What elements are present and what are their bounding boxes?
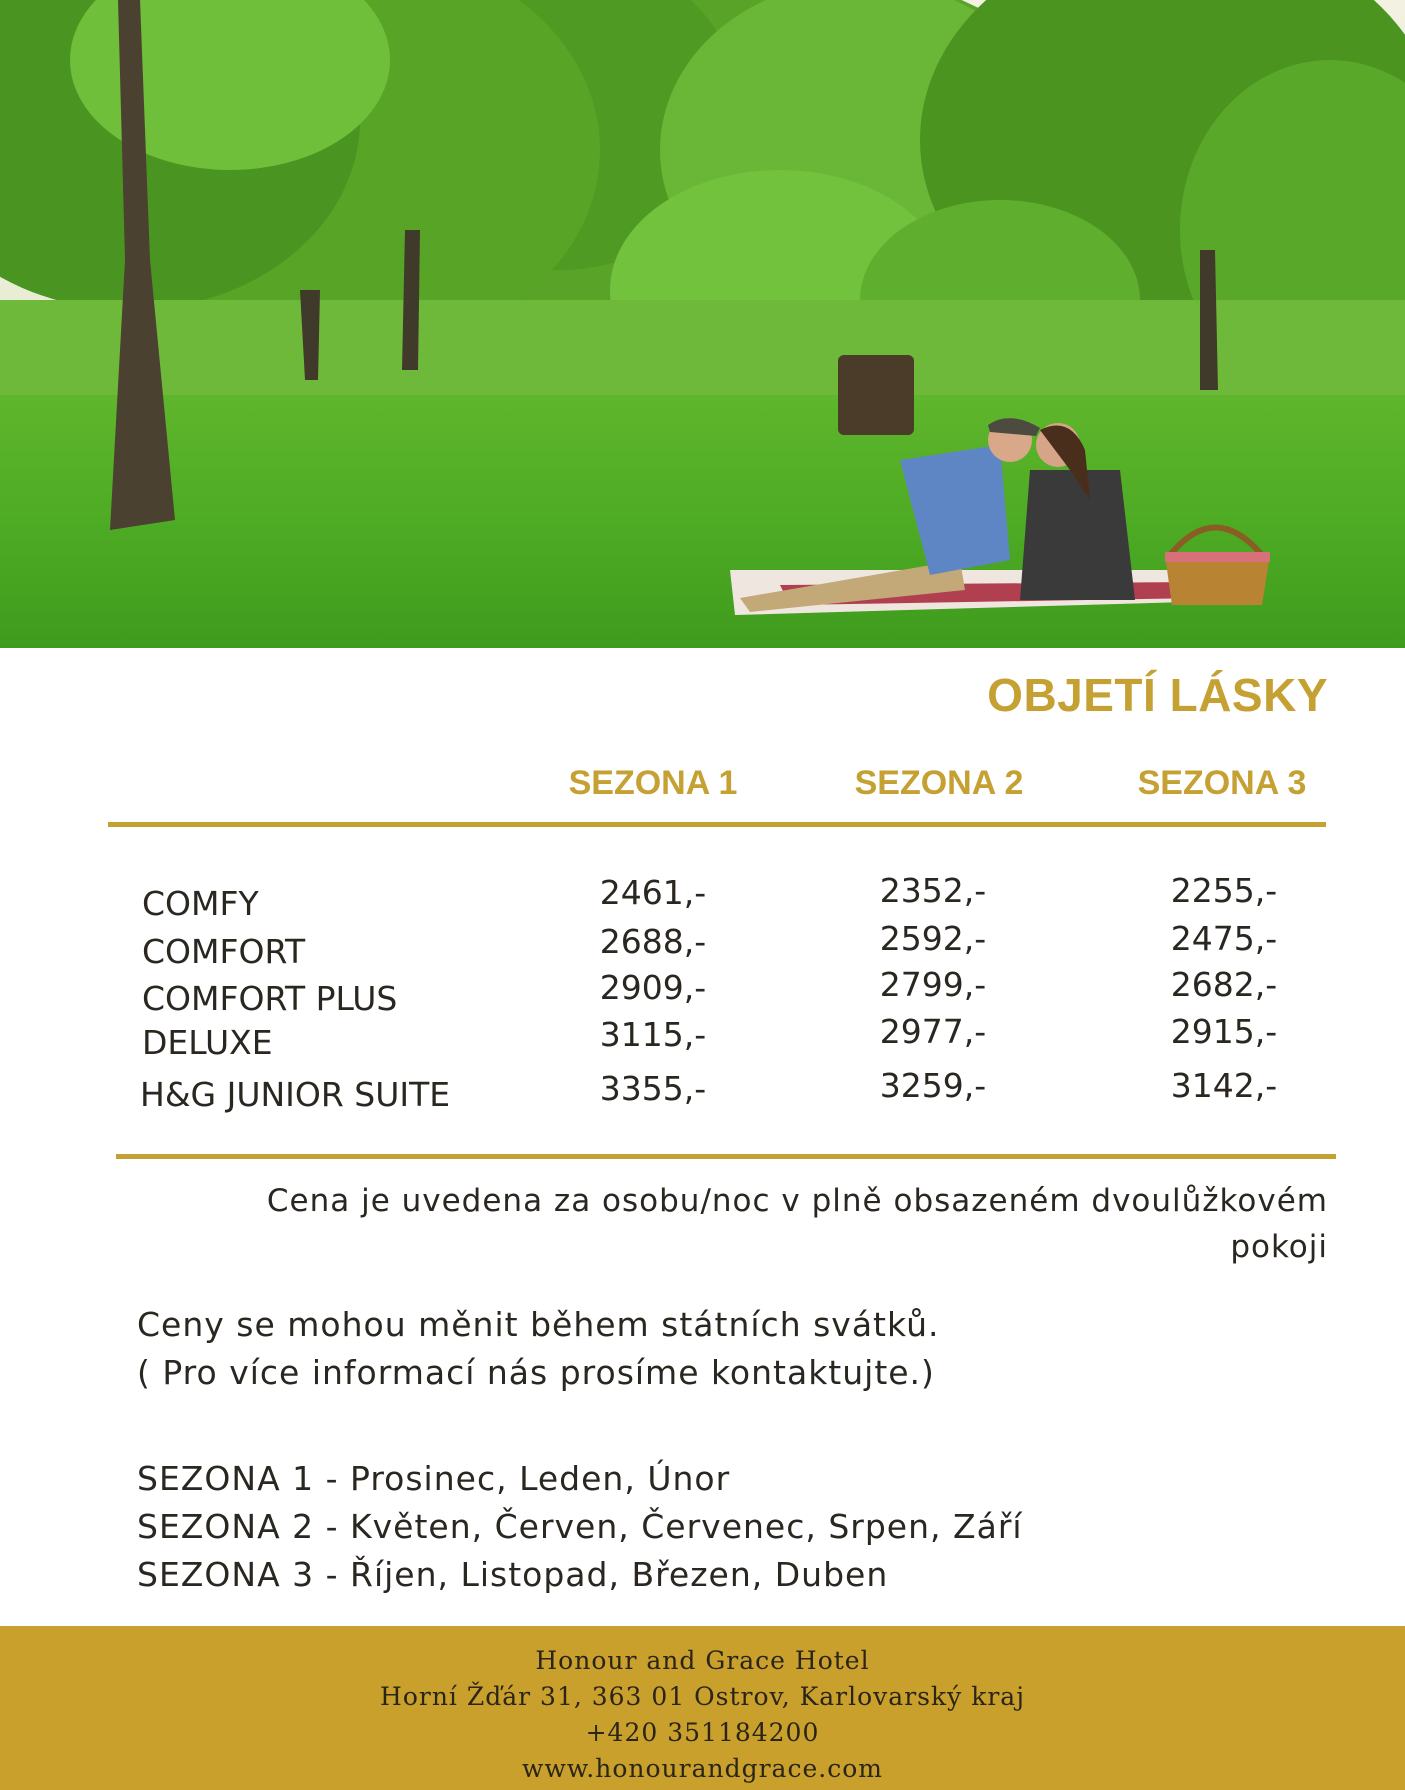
price-deluxe-s3: 2915,-	[1170, 1012, 1278, 1051]
room-name-comfy: COMFY	[142, 884, 259, 923]
package-title: OBJETÍ LÁSKY	[987, 669, 1328, 721]
price-comfy-s1: 2461,-	[599, 873, 707, 912]
holiday-note-line-1: Ceny se mohou měnit během státních svátků.	[137, 1305, 940, 1344]
price-note	[228, 1178, 1328, 1270]
season-legend-2: SEZONA 2 - Květen, Červen, Červenec, Srpen, Září	[137, 1507, 1023, 1546]
season-1-header: SEZONA 1	[568, 764, 738, 802]
hero-image	[0, 0, 1405, 648]
season-legend-1: SEZONA 1 - Prosinec, Leden, Únor	[137, 1459, 731, 1498]
price-comfy-s2: 2352,-	[879, 871, 987, 910]
season-legend-3: SEZONA 3 - Říjen, Listopad, Březen, Duben	[137, 1555, 889, 1594]
room-name-junior-suite: H&G JUNIOR SUITE	[140, 1075, 451, 1114]
price-comfort-s1: 2688,-	[599, 922, 707, 961]
hotel-address: Horní Žďár 31, 363 01 Ostrov, Karlovarský kraj	[380, 1682, 1025, 1711]
price-comfort-s2: 2592,-	[879, 919, 987, 958]
price-deluxe-s2: 2977,-	[879, 1012, 987, 1051]
price-junior-suite-s3: 3142,-	[1170, 1066, 1278, 1105]
price-junior-suite-s2: 3259,-	[879, 1066, 987, 1105]
room-name-comfort: COMFORT	[142, 932, 306, 971]
price-comfort-plus-s3: 2682,-	[1170, 965, 1278, 1004]
footer	[0, 1626, 1405, 1790]
picnic-photo	[0, 0, 1405, 648]
holiday-note	[137, 1301, 939, 1397]
room-name-deluxe: DELUXE	[142, 1023, 273, 1062]
season-legend	[137, 1455, 1023, 1599]
price-comfort-plus-s1: 2909,-	[599, 968, 707, 1007]
price-comfy-s3: 2255,-	[1170, 871, 1278, 910]
season-3-header: SEZONA 3	[1137, 764, 1307, 802]
price-comfort-s3: 2475,-	[1170, 919, 1278, 958]
hotel-website[interactable]: www.honourandgrace.com	[522, 1754, 883, 1783]
holiday-note-line-2: ( Pro více informací nás prosíme kontaktujte.)	[137, 1353, 935, 1392]
table-bottom-divider	[116, 1154, 1336, 1159]
room-name-comfort-plus: COMFORT PLUS	[142, 979, 398, 1018]
season-2-header: SEZONA 2	[854, 764, 1024, 802]
header-divider	[108, 822, 1326, 827]
hotel-name: Honour and Grace Hotel	[535, 1646, 870, 1675]
price-comfort-plus-s2: 2799,-	[879, 965, 987, 1004]
price-junior-suite-s1: 3355,-	[599, 1069, 707, 1108]
price-note-line-2: pokoji	[1230, 1229, 1328, 1265]
price-deluxe-s1: 3115,-	[599, 1015, 707, 1054]
price-note-line-1: Cena je uvedena za osobu/noc v plně obsazeném dvoulůžkovém	[266, 1183, 1328, 1219]
hotel-phone[interactable]: +420 351184200	[585, 1718, 820, 1747]
